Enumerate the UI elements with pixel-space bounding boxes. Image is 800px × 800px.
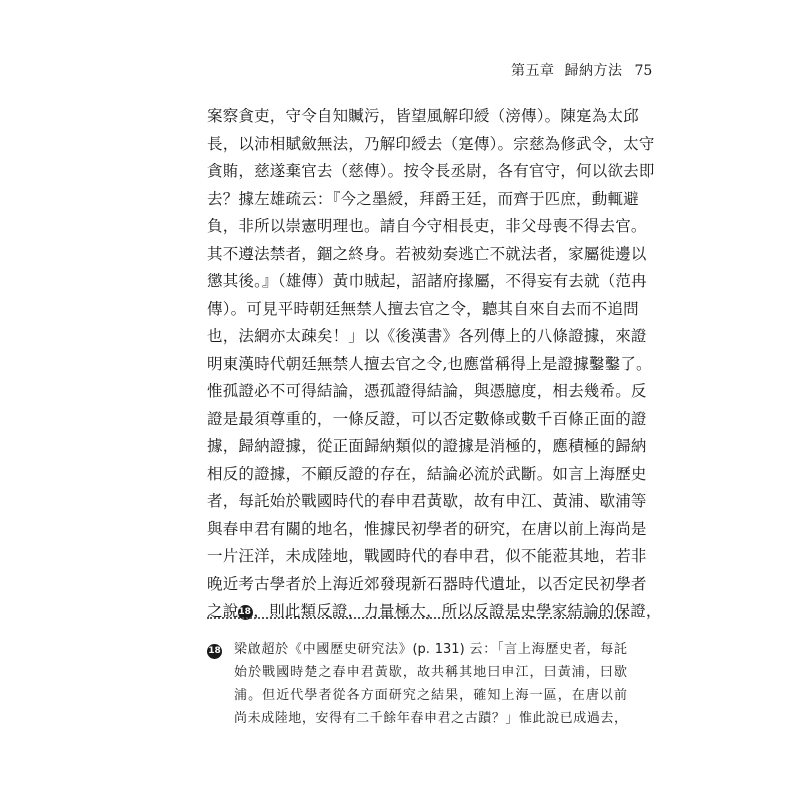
body-line: 證是最須尊重的，一條反證，可以否定數條或數千百條正面的證 (207, 409, 647, 428)
body-line-with-note-ref (207, 598, 662, 626)
body-line: 惟孤證必不可得結論，憑孤證得結論，與憑臆度，相去幾希。反 (207, 382, 647, 400)
body-line: 據，歸納證據，從正面歸納類似的證據是消極的，應積極的歸納 (207, 437, 647, 455)
body-line: 懲其後。』（雄傳）黃巾賊起，詔諸府掾屬，不得妄有去就（范冉 (207, 272, 647, 290)
body-line: 傳）。可見平時朝廷無禁人擅去官之令，聽其自來自去而不追問 (207, 299, 639, 318)
footnote-line: 始於戰國時楚之春申君黃歇，故共稱其地曰申江，曰黃浦，曰歇 (234, 665, 627, 680)
body-text (207, 103, 662, 626)
body-line: 長，以沛相賦斂無法，乃解印綬去（寔傳）。宗慈為修武令，太守 (207, 134, 655, 153)
footnote-text (234, 638, 627, 730)
page-number: 75 (634, 63, 653, 79)
footnote-line: 梁啟超於《中國歷史研究法》(p. 131) 云：「言上海歷史者，每託 (234, 642, 627, 657)
chapter-title: 歸納方法 (564, 63, 623, 79)
body-line: 案察貪吏，守令自知贓污，皆望風解印綬（滂傳）。陳寔為太邱 (207, 107, 639, 125)
body-line: 明東漢時代朝廷無禁人擅去官之令,也應當稱得上是證據鑿鑿了。 (207, 354, 652, 373)
footnote-reference-marker[interactable]: 18 (238, 605, 253, 620)
body-line: 晚近考古學者於上海近郊發現新石器時代遺址，以否定民初學者 (207, 574, 647, 593)
body-line: 與春申君有關的地名，惟據民初學者的研究，在唐以前上海尚是 (207, 519, 647, 538)
body-line: 也，法網亦太疎矣！」以《後漢書》各列傳上的八條證據，來證 (207, 327, 647, 345)
body-line: 相反的證據，不顧反證的存在，結論必流於武斷。如言上海歷史 (207, 464, 647, 483)
body-line: 者，每託始於戰國時代的春申君黃歇，故有申江、黃浦、歇浦等 (207, 492, 647, 510)
footnote-line: 尚未成陸地，安得有二千餘年春申君之古蹟？」惟此說已成過去， (234, 711, 627, 726)
body-text-segment: ，則此類反證，力量極大，所以反證是史學家結論的保證， (253, 602, 662, 620)
body-line: 去？據左雄疏云：『今之墨綬，拜爵王廷，而齊于匹庶，動輒避 (207, 189, 639, 208)
chapter-label: 第五章 (511, 63, 555, 79)
body-line: 貪賄，慈遂棄官去（慈傳）。按令長丞尉，各有官守，何以欲去即 (207, 162, 655, 180)
running-head (511, 60, 653, 82)
body-line: 一片汪洋，未成陸地，戰國時代的春申君，似不能蒞其地，若非 (207, 547, 647, 565)
body-line: 負，非所以崇憲明理也。請自今守相長吏，非父母喪不得去官。 (207, 217, 647, 235)
body-line: 其不遵法禁者，錮之終身。若被劾奏逃亡不就法者，家屬徙邊以 (207, 244, 647, 263)
body-text-segment: 之說 (207, 602, 239, 620)
footnote-number-marker: 18 (207, 644, 222, 659)
footnote-line: 浦。但近代學者從各方面研究之結果，確知上海一區，在唐以前 (234, 688, 627, 703)
footnote-divider (207, 617, 627, 619)
